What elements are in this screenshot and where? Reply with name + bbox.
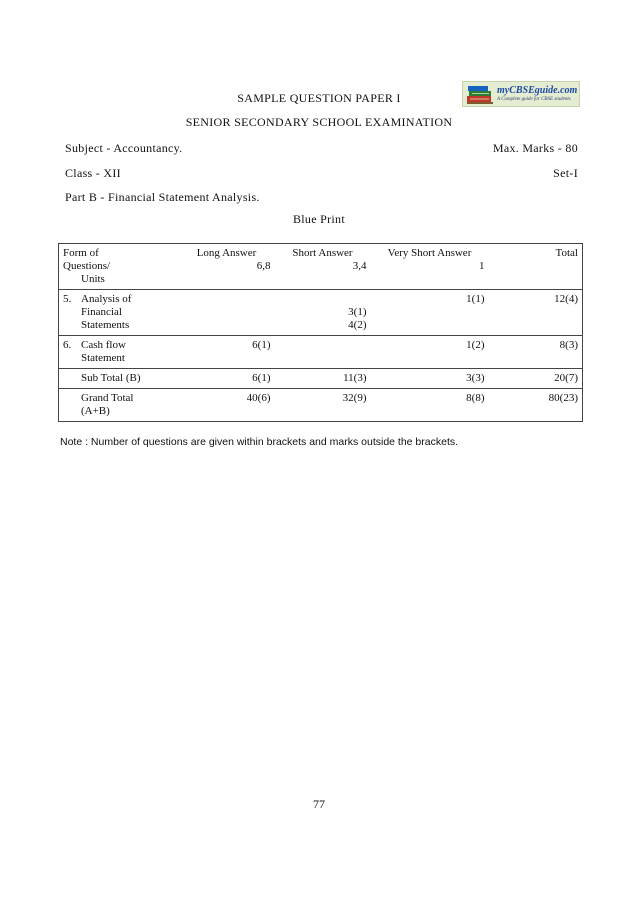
header-total: Total: [489, 244, 583, 290]
logo-name: myCBSEguide.com: [497, 85, 578, 96]
blue-print-heading: Blue Print: [292, 212, 345, 226]
cell-short: 3(1) 4(2): [275, 290, 371, 336]
max-marks: Max. Marks - 80: [492, 141, 578, 155]
books-icon: [465, 82, 495, 106]
grand-total-row: [59, 389, 583, 422]
mycbseguide-logo: [462, 81, 580, 107]
cell-total: 20(7): [489, 369, 583, 389]
cell-short: [275, 336, 371, 369]
exam-subtitle: SENIOR SECONDARY SCHOOL EXAMINATION: [185, 115, 453, 129]
cell-total: 12(4): [489, 290, 583, 336]
part-line: Part B - Financial Statement Analysis.: [65, 190, 260, 204]
cell-very-short: 1(2): [371, 336, 489, 369]
table-note: Note : Number of questions are given within brackets and marks outside the brackets.: [60, 436, 459, 448]
cell-total: 8(3): [489, 336, 583, 369]
paper-title: SAMPLE QUESTION PAPER I: [237, 91, 401, 105]
row-unit-label: 6. Cash flow Statement: [59, 336, 179, 369]
row-unit-label: 5. Analysis of Financial Statements: [59, 290, 179, 336]
subtotal-label: Sub Total (B): [59, 369, 179, 389]
cell-very-short: 8(8): [371, 389, 489, 422]
blue-print-table: [58, 243, 583, 422]
cell-long: 6(1): [179, 336, 275, 369]
cell-total: 80(23): [489, 389, 583, 422]
header-very-short-answer: Very Short Answer 1: [371, 244, 489, 290]
cell-short: 11(3): [275, 369, 371, 389]
set-number: Set-I: [553, 166, 578, 180]
subject-line: Subject - Accountancy.: [65, 141, 183, 155]
cell-short: 32(9): [275, 389, 371, 422]
table-header-row: [59, 244, 583, 290]
class-line: Class - XII: [65, 166, 121, 180]
cell-long: 40(6): [179, 389, 275, 422]
grand-total-label: Grand Total (A+B): [59, 389, 179, 422]
subtotal-row: [59, 369, 583, 389]
header-form-of-questions: Form of Questions/ Units: [59, 244, 179, 290]
cell-long: [179, 290, 275, 336]
header-long-answer: Long Answer 6,8: [179, 244, 275, 290]
cell-very-short: 1(1): [371, 290, 489, 336]
header-short-answer: Short Answer 3,4: [275, 244, 371, 290]
cell-long: 6(1): [179, 369, 275, 389]
cell-very-short: 3(3): [371, 369, 489, 389]
table-row: [59, 290, 583, 336]
table-row: [59, 336, 583, 369]
page-number: 77: [313, 797, 325, 811]
logo-tagline: A Complete guide for CBSE students: [497, 97, 571, 102]
